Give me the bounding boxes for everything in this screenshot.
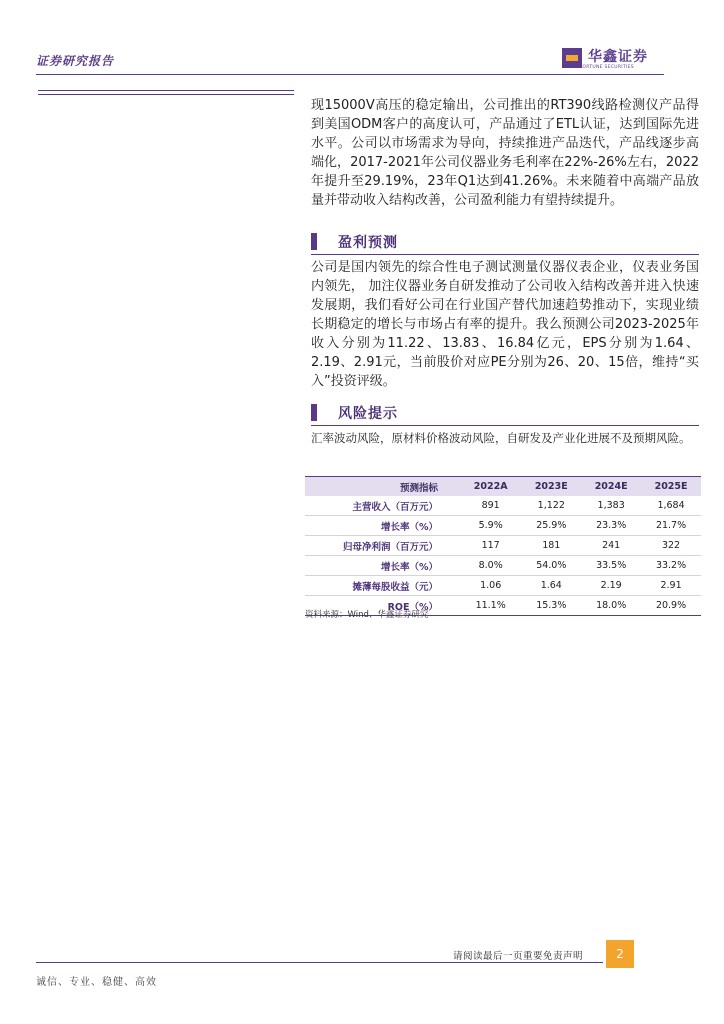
section-heading-text: 盈利预测 xyxy=(338,235,398,251)
table-cell: 1,684 xyxy=(641,496,701,516)
company-logo xyxy=(562,46,672,74)
table-cell: 117 xyxy=(460,536,521,556)
table-cell: 18.0% xyxy=(581,596,641,616)
table-cell: 54.0% xyxy=(521,556,581,576)
table-row xyxy=(305,556,701,576)
footer-slogan: 诚信、专业、稳健、高效 xyxy=(36,977,157,988)
logo-en-text: CHINA FORTUNE SECURITIES xyxy=(562,65,634,70)
table-cell: 21.7% xyxy=(641,516,701,536)
table-cell: 33.5% xyxy=(581,556,641,576)
table-cell: 1,383 xyxy=(581,496,641,516)
paragraph-text: 汇率波动风险，原材料价格波动风险，自研发及产业化进展不及预期风险。 xyxy=(311,431,691,445)
table-header-row xyxy=(305,477,701,497)
paragraph-text: 公司是国内领先的综合性电子测试测量仪器仪表企业，仪表业务国内领先， 加注仪器业务自研发推动了公司收入结构改善并进入快速发展期，我们看好公司在行业国产替代加速趋势推动下，实现业绩长期稳定的增长与市场占有率的提升。我么预测公司2023-2025年收入分别为11.22、13.83、16.84亿元，EPS分别为1.64、2.19、2.91元，当前股价对应PE分别为26、20、15倍，维持“买入”投资评级。 xyxy=(311,260,699,389)
table-cell: 25.9% xyxy=(521,516,581,536)
table-row-label: 归母净利润（百万元） xyxy=(305,536,460,556)
table-cell: 891 xyxy=(460,496,521,516)
table-cell: 241 xyxy=(581,536,641,556)
footer-divider xyxy=(36,962,603,963)
table-row xyxy=(305,536,701,556)
table-cell: 15.3% xyxy=(521,596,581,616)
table-cell: 1,122 xyxy=(521,496,581,516)
table-cell: 11.1% xyxy=(460,596,521,616)
table-cell: 2.91 xyxy=(641,576,701,596)
section-divider xyxy=(311,254,699,255)
table-row xyxy=(305,496,701,516)
left-column-divider-top xyxy=(38,90,294,91)
table-cell: 1.06 xyxy=(460,576,521,596)
section-bar-icon xyxy=(311,233,317,250)
table-cell: 2.19 xyxy=(581,576,641,596)
table-header-cell: 2025E xyxy=(641,477,701,497)
forecast-table xyxy=(305,476,701,616)
section-heading-text: 风险提示 xyxy=(338,406,398,422)
table-row-label: 主营收入（百万元） xyxy=(305,496,460,516)
table-row xyxy=(305,576,701,596)
paragraph-risk-warning xyxy=(311,429,699,448)
table-row-label: ROE（%） xyxy=(305,596,460,616)
logo-cn-text: 华鑫证券 xyxy=(588,49,648,65)
table-cell: 23.3% xyxy=(581,516,641,536)
disclaimer-link[interactable]: 请阅读最后一页重要免责声明 xyxy=(453,951,584,962)
table-cell: 1.64 xyxy=(521,576,581,596)
page-number-badge: 2 xyxy=(606,940,634,968)
table-row-label: 摊薄每股收益（元） xyxy=(305,576,460,596)
paragraph-profit-forecast xyxy=(311,258,699,391)
table-header-cell: 预测指标 xyxy=(305,477,460,497)
paragraph-text: 现15000V高压的稳定输出，公司推出的RT390线路检测仪产品得到美国ODM客户的高度认可，产品通过了ETL认证，达到国际先进水平。公司以市场需求为导向，持续推进产品迭代，产品线逐步高端化，2017-2021年公司仪器业务毛利率在22%-26%左右，2022年提升至29.19%，23年Q1达到41.26%。未来随着中高端产品放量并带动收入结构改善，公司盈利能力有望持续提升。 xyxy=(311,98,699,208)
table-row-label: 增长率（%） xyxy=(305,516,460,536)
table-cell: 8.0% xyxy=(460,556,521,576)
table-header-cell: 2024E xyxy=(581,477,641,497)
table-cell: 5.9% xyxy=(460,516,521,536)
section-divider xyxy=(311,425,699,426)
table-header-cell: 2023E xyxy=(521,477,581,497)
table-cell: 20.9% xyxy=(641,596,701,616)
header-divider xyxy=(36,74,664,75)
table-cell: 33.2% xyxy=(641,556,701,576)
report-type-label: 证券研究报告 xyxy=(36,54,115,68)
table-row-label: 增长率（%） xyxy=(305,556,460,576)
section-bar-icon xyxy=(311,404,317,421)
table-cell: 181 xyxy=(521,536,581,556)
table-header-cell: 2022A xyxy=(460,477,521,497)
table-row xyxy=(305,516,701,536)
table-cell: 322 xyxy=(641,536,701,556)
table-source-note: 资料来源：Wind、华鑫证券研究 xyxy=(305,610,429,620)
paragraph-product-margin xyxy=(311,96,699,210)
left-column-divider-bottom xyxy=(38,94,294,95)
